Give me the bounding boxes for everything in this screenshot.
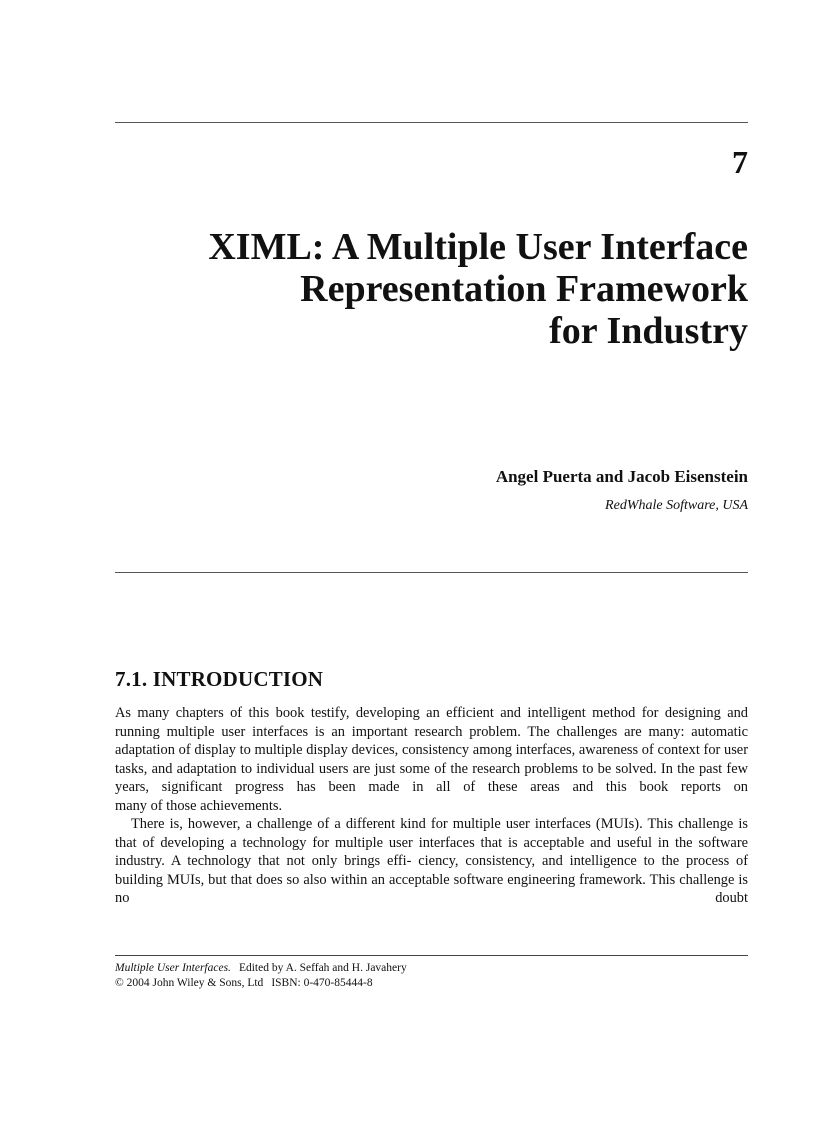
copyright: © 2004 John Wiley & Sons, Ltd	[115, 977, 264, 989]
chapter-title-line: for Industry	[549, 310, 748, 352]
paragraph: There is, however, a challenge of a different kind for multiple user interfaces (MUIs). This challenge is that of developing a technology for multiple user interfaces that is acceptable and useful in the software industry. A technology that not only brings effi- ciency, consistency, and intelligence to the process of building MUIs, but that does so also within an acceptable software engineering framework. This challenge is no doubt	[115, 816, 748, 906]
top-rule	[115, 122, 748, 123]
footnote	[115, 961, 407, 991]
body-text	[115, 704, 748, 908]
chapter-title	[108, 226, 748, 352]
footnote-line-2	[115, 976, 407, 991]
section-heading: 7.1. INTRODUCTION	[115, 667, 324, 691]
book-title: Multiple User Interfaces.	[115, 962, 231, 974]
chapter-title-line: XIML: A Multiple User Interface	[208, 226, 748, 268]
editors: Edited by A. Seffah and H. Javahery	[238, 962, 407, 974]
footnote-rule	[115, 955, 748, 956]
chapter-number: 7	[732, 144, 748, 180]
chapter-title-line: Representation Framework	[300, 268, 748, 310]
affiliation: RedWhale Software, USA	[605, 498, 748, 513]
footnote-line-1	[115, 961, 407, 976]
paragraph-last-line: many of those achievements.	[115, 797, 283, 814]
paragraph: As many chapters of this book testify, developing an efficient and intelligent method for designing and running multiple user interfaces is an important research problem. The challenges are many: automatic adaptation of display to multiple display devices, consistency among interfaces, awareness of context for user tasks, and adaptation to individual users are just some of the research problems to be solved. In the past few years, significant progress has been made in all of these areas and this book reports on	[115, 705, 748, 795]
authors: Angel Puerta and Jacob Eisenstein	[495, 467, 748, 486]
isbn: ISBN: 0-470-85444-8	[271, 977, 373, 989]
title-block-rule	[115, 572, 748, 573]
